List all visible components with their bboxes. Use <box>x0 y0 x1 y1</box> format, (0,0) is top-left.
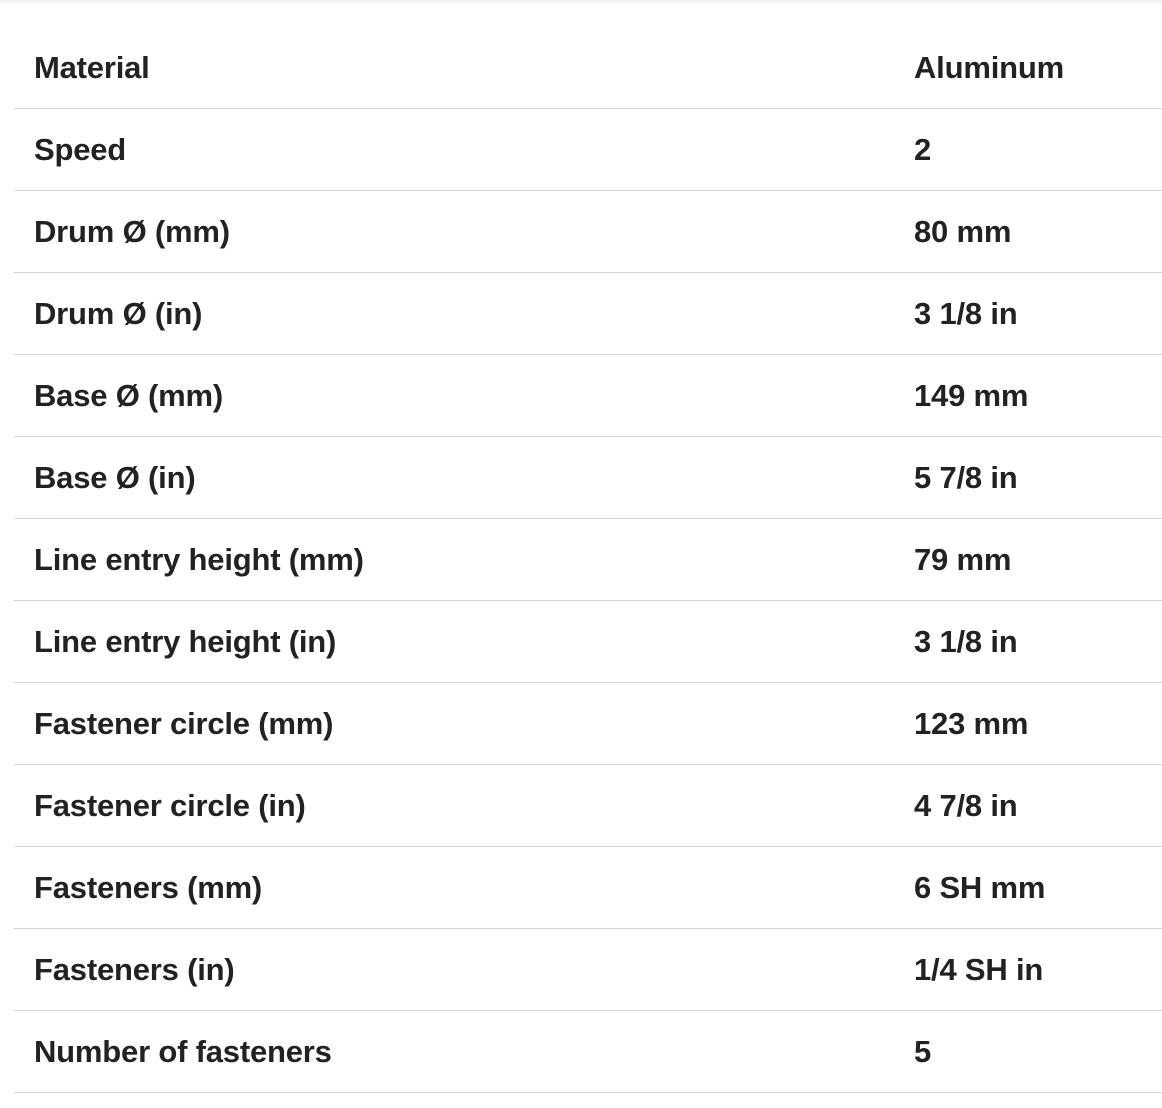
spec-row-line-entry-in <box>14 601 1162 683</box>
spec-value: 149 mm <box>914 377 1029 413</box>
spec-row-base-in <box>14 437 1162 519</box>
spec-row-speed <box>14 109 1162 191</box>
spec-value: 80 mm <box>914 213 1012 249</box>
spec-row-drum-in <box>14 273 1162 355</box>
spec-row-fastener-circle-mm <box>14 683 1162 765</box>
spec-row-drum-mm <box>14 191 1162 273</box>
spec-value: 6 SH mm <box>914 869 1046 905</box>
spec-label: Material <box>34 49 150 85</box>
spec-label: Number of fasteners <box>34 1033 332 1069</box>
spec-value: 2 <box>914 131 932 167</box>
spec-value: 3 1/8 in <box>914 295 1018 331</box>
spec-table <box>14 27 1162 1093</box>
top-divider <box>0 0 1162 3</box>
spec-label: Fastener circle (mm) <box>34 705 334 741</box>
spec-row-fasteners-in <box>14 929 1162 1011</box>
spec-value: 123 mm <box>914 705 1029 741</box>
spec-row-fastener-circle-in <box>14 765 1162 847</box>
spec-row-fasteners-mm <box>14 847 1162 929</box>
spec-label: Fastener circle (in) <box>34 787 306 823</box>
spec-row-number-of-fasteners <box>14 1011 1162 1093</box>
spec-value: 1/4 SH in <box>914 951 1044 987</box>
spec-value: 5 <box>914 1033 932 1069</box>
spec-value: 79 mm <box>914 541 1012 577</box>
spec-value: Aluminum <box>914 49 1064 85</box>
spec-label: Base Ø (mm) <box>34 377 224 413</box>
spec-label: Speed <box>34 131 127 167</box>
spec-label: Line entry height (mm) <box>34 541 364 577</box>
spec-label: Fasteners (in) <box>34 951 235 987</box>
spec-label: Base Ø (in) <box>34 459 196 495</box>
spec-row-material <box>14 27 1162 109</box>
spec-label: Drum Ø (mm) <box>34 213 230 249</box>
spec-label: Drum Ø (in) <box>34 295 203 331</box>
spec-value: 4 7/8 in <box>914 787 1018 823</box>
spec-value: 5 7/8 in <box>914 459 1018 495</box>
spec-label: Fasteners (mm) <box>34 869 263 905</box>
spec-label: Line entry height (in) <box>34 623 337 659</box>
spec-row-line-entry-mm <box>14 519 1162 601</box>
spec-row-base-mm <box>14 355 1162 437</box>
spec-value: 3 1/8 in <box>914 623 1018 659</box>
